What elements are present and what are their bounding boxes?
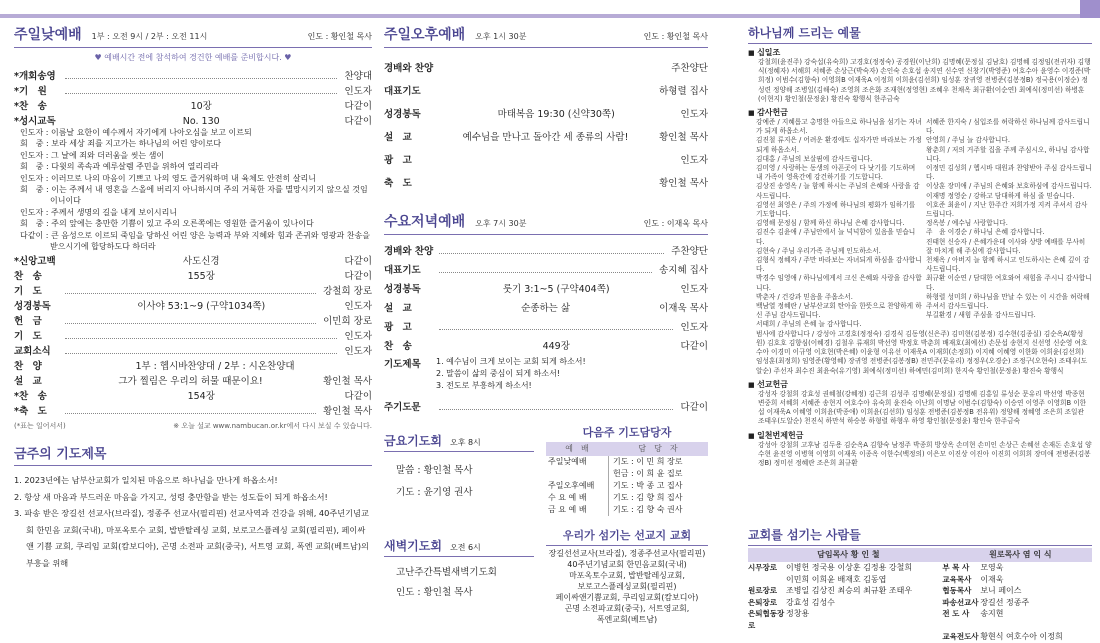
order-label: 성경봉독: [384, 109, 421, 120]
order-by: 송지혜 집사: [659, 265, 708, 276]
mission-line: 페이싸앤기쁨교회, 쿠리임교회(캄보디아): [555, 593, 699, 602]
order-label: 경배와 찬양: [384, 246, 434, 257]
afternoon-title: 주일오후예배: [384, 27, 466, 43]
order-row: [384, 51, 708, 74]
duty-row: [546, 480, 708, 492]
dot-leader: [439, 272, 652, 273]
reading-line: 회 중 : 주의 앞에는 충만한 기쁨이 있고 주의 오른쪽에는 영원한 즐거움이 있나이다: [20, 219, 314, 229]
mission-offering-names: 강성자 강철희 강효성 권혜철(강혜정) 김근희 김성주 김명혜(문정실) 김명해 김홍일 류성순 문유리 박선영 박종현 변중희 서혜희 서혜준 송현지 여호수아 유숙희 윤진숙 이난희 이명남 이범수(김향숙) 이승연 이영주 이영희B 이한섭 이재욱A 이혜영 이희윤(박종애) 이희윤(김선희) 임성훈 전병준(김봉정B 전유위) 정양해 정혜영 조은희 조일관 조태우(도알순) 천진식 하만석 하승봉 하형렬 하형우 하영 황인철(문정윤) 황인숙 한주금숙: [758, 389, 1087, 426]
thanks-entry: 백남열 정혜란 / 남부산교회 탄아올 한뜻으로 찬양하게 하신 주님 감사드립니다.: [756, 302, 922, 320]
wednesday-header: [384, 211, 708, 235]
dawn-line: 인도 : 황인철 목사: [396, 587, 473, 598]
thanks-entry: 김진수 김윤애 / 주님안에서 늘 넉넉함이 있음을 믿습니다.: [756, 228, 916, 246]
emeritus-pastor: 원로목사 염 익 식: [989, 550, 1052, 559]
wednesday-prayer-label: 기도제목: [384, 359, 421, 370]
reading-line: 인도자 : 이름날 요한이 예수께서 자기에게 나아오심을 보고 이르되: [20, 128, 252, 137]
order-label: 기 도: [14, 331, 42, 343]
order-content: 449장: [542, 341, 570, 352]
afternoon-time: 오후 1시 30분: [475, 32, 527, 41]
sunday-service-column: [14, 24, 372, 629]
friday-header: [384, 432, 534, 452]
mission-line: 폭엔교회(베트남): [596, 615, 658, 624]
order-by: 주찬양단: [671, 246, 708, 257]
order-row: [14, 67, 372, 82]
missions-list: [546, 548, 708, 625]
order-content: 그가 찔림은 우리의 허물 때문이요!: [118, 376, 263, 388]
order-label: 기 도: [14, 286, 42, 298]
order-by: 황인철 목사: [659, 178, 708, 189]
thanks-right: [926, 118, 1092, 330]
thanks-entry: 김상진 송영옥 / 늘 함께 하시는 주님의 은혜와 사랑을 감사드립니다.: [756, 182, 920, 200]
order-row: [14, 312, 372, 327]
wednesday-order: [384, 238, 708, 352]
thanks-entry: 서태희 / 주님의 은혜 늘 감사합니다.: [756, 320, 862, 329]
afternoon-order: [384, 51, 708, 189]
order-by: 다같이: [344, 391, 372, 403]
servant-names: 이병헌 정국용 이상훈 김정용 강철희: [786, 563, 913, 572]
dot-leader: [439, 253, 664, 254]
order-by: 이민희 장로: [323, 316, 372, 328]
order-row: [384, 314, 708, 333]
order-label: 대표기도: [384, 86, 421, 97]
servant-role: [748, 574, 786, 586]
servant-names: 강효성 김성수: [786, 597, 835, 607]
order-by: 찬양대: [344, 71, 372, 82]
offering-title: 하나님께 드리는 예물: [748, 24, 1092, 44]
duty-row: [546, 492, 708, 504]
servants-header: [748, 548, 1092, 562]
order-label: 찬 양: [14, 361, 42, 373]
thousand-offering-heading: ■ 일천번제헌금: [748, 430, 1092, 441]
order-row: [14, 267, 372, 282]
order-row: [384, 295, 708, 314]
order-by: 하형렬 집사: [659, 86, 708, 97]
order-content: 예수님을 만나고 돌아간 세 종류의 사람!: [462, 132, 629, 143]
top-banner: [0, 0, 1100, 18]
order-content: 마태복음 19:30 (신약30쪽): [497, 109, 615, 120]
thanks-entry: 최규환 이순연 / 담대한 여호와여 새힘을 주시니 감사합니다.: [926, 274, 1092, 292]
prayer-item: 2. 항상 새 마음과 부드러운 마음을 가지고, 성령 충만함을 받는 성도들이 되게 하옵소서!: [14, 491, 328, 502]
servant-names: 모영욱: [980, 563, 1004, 572]
servant-names: 조병일 김상진 최승의 최규환 조태우: [786, 586, 913, 595]
prayer-item: 1. 2023년에는 남부산교회가 일치된 마음으로 하나님을 만나게 하옵소서!: [14, 475, 278, 486]
thanks-entry: 부길환경 / 새힘 주심을 감사드립니다.: [926, 311, 1036, 320]
order-content: 154장: [187, 391, 215, 403]
order-by: 다같이: [344, 101, 372, 112]
order-by: 이재욱 목사: [659, 303, 708, 314]
sunday-footnote: [14, 421, 372, 431]
reading-line: 인도자 : 그 날에 죄와 더러움을 씻는 샘이: [20, 150, 165, 160]
order-label: 경배와 찬양: [384, 63, 434, 74]
dot-leader: [439, 409, 673, 410]
thanks-entry: 이호준 최윤이 / 지난 한주간 저희가정 지켜 주셔서 감사드립니다.: [926, 200, 1088, 219]
order-by: 인도자: [344, 331, 372, 343]
thanks-entry: 김현숙 / 주님 우리가족 주님께 인도하소서.: [756, 246, 881, 255]
duty-col-service: 예 배: [565, 444, 589, 453]
thanks-general: 범사에 감사합니다 / 강성아 고경호(정정숙) 김경식 김동영(신은주) 김미현(김봉정) 김수현(김종실) 김순옥A(황성원) 김호호 김향심(이혜경) 김철우 류재희 박선영 박정호 박춘희 배재호(최예선) 손문섭 송현지 신선영 신순영 여호수아 이경미 이규영 이호현(박은혜) 이윤형 이유선 이재욱A 이재희(손정희) 이지혜 이혜영 이한화 이희윤(김선희) 임성훈(최정희) 임영준(황영혜) 장귀영 전병준(김봉정B) 전민주(문유리) 정정우(오경순) 조정구(오현숙) 조태우(도알순) 주선자 최수진 최윤숙(유기영) 최예식(정미선) 하예민(김미희) 한지숙 황인철(문정윤) 황진숙 황행식: [756, 329, 1088, 375]
dawn-title: 새벽기도회: [384, 539, 442, 553]
dot-leader: [65, 353, 337, 354]
thanks-entry: 진태현 신승자 / 은혜가운데 이사와 상방 예배를 무사히 잘 마치게 해 주심에 감사합니다.: [926, 237, 1086, 255]
sunday-service-times: 1부 : 오전 9시 / 2부 : 오전 11시: [91, 32, 208, 41]
servants-table: [748, 548, 1092, 643]
order-by: 주찬양단: [671, 63, 708, 74]
thanks-entry: 천채옥 / 아버지 늘 함께 하시고 인도하시는 은혜 깊이 감사드립니다.: [926, 256, 1090, 274]
order-content: 룻기 3:1~5 (구약404쪽): [502, 284, 610, 295]
order-label: *축 도: [14, 406, 47, 418]
dot-leader: [65, 78, 337, 79]
order-label: *개회송영: [14, 71, 56, 82]
duty-person: 기도 : 김 향 숙 권사: [608, 504, 708, 516]
order-row: [384, 257, 708, 276]
wednesday-prayer-item: 2. 말씀이 삶의 중심이 되게 하소서!: [436, 369, 561, 378]
servant-row: [748, 631, 1092, 643]
order-row: [384, 120, 708, 143]
friday-prayer-box: [384, 432, 534, 504]
order-row: [14, 252, 372, 267]
order-row: [14, 327, 372, 342]
prayer-item: 3. 파송 받은 장길선 선교사(브라질), 정종주 선교사(필리핀) 선교사역과 건강을 위해, 40주년기념교회 한민음 교회(국내), 마포옥토수 교회, 밥반탈레싱 교회, 보로고스플레싱 교회(필리핀), 페이싸앤 기쁨 교회, 쿠리임 교회(캄보디아), 곤명 소전파 교회(중국), 서트영 교회, 폭엔 교회(베트남)의 부흥을 위해: [14, 508, 369, 568]
mission-line: 마포옥토수교회, 밥반탈레싱교회,: [569, 571, 685, 580]
duty-service: 주일낮예배: [548, 457, 587, 466]
duty-row: [546, 468, 708, 480]
order-by: 인도자: [680, 284, 708, 295]
thanks-entry: 김영선 최영은 / 주의 가정에 하나님의 평화가 임하기를 기도합니다.: [756, 200, 916, 219]
wednesday-title: 수요저녁예배: [384, 214, 466, 230]
servant-names: 장길선 정종주: [980, 597, 1030, 607]
order-by: 인도자: [344, 86, 372, 97]
mission-churches-box: [546, 527, 708, 625]
order-label: 설 교: [14, 376, 42, 388]
order-label: 찬 송: [14, 271, 42, 283]
order-by: 다같이: [344, 116, 372, 127]
stand-note: (*표는 일어서서): [14, 422, 66, 431]
sunday-service-leader: 인도 : 황인철 목사: [307, 32, 372, 41]
afternoon-header: [384, 24, 708, 48]
wednesday-prayer-item: 1. 예수님이 크게 보이는 교회 되게 하소서!: [436, 357, 586, 366]
thanks-entry: 주 윤 이경순 / 하나님 은혜 감사합니다.: [926, 228, 1045, 237]
order-label: 축 도: [384, 178, 412, 189]
order-label: *찬 송: [14, 391, 47, 403]
duty-rows: [546, 456, 708, 516]
order-label: *기 원: [14, 86, 47, 97]
friday-time: 오후 8시: [449, 438, 481, 447]
thanks-entry: 강예준 / 지혜롭고 총명한 아들으로 하나님을 섬기는 자녀가 되게 하옵소서.: [756, 118, 922, 136]
order-row: [14, 97, 372, 112]
order-label: 광 고: [384, 155, 412, 166]
prayer-topics-title: 금주의 기도제목: [14, 443, 372, 466]
order-row: [384, 166, 708, 189]
servant-names: 이재욱: [980, 574, 1004, 584]
servant-names: 정창용: [786, 609, 810, 618]
lords-prayer-label: 주기도문: [384, 402, 421, 413]
servants-rows: [748, 562, 1092, 643]
banner-strip: [0, 14, 1100, 18]
servant-role: 협동목사: [942, 586, 972, 595]
order-content: 이사야 53:1~9 (구약1034쪽): [137, 301, 266, 313]
afternoon-leader: 인도 : 황인철 목사: [643, 32, 708, 41]
sunday-order-part2: [14, 252, 372, 417]
tithe-names: 강철희(윤진주) 강숙섭(유숙희) 고경호(정정숙) 공경원(이난희) 김명혜(문정실 김남호) 김명혜 김정임(전귀자) 김행식(정혜자) 서해희 서혜준 손상근(박숙자) 손인숙 손호섭 송지연 신수연 신창기(박영준) 여호수아 윤영수 이경준(박희정) 이범수(김향숙) 이영희B 이재욱A 이정희 이희윤(김선희) 임성훈 장귀영 전병준(김봉정B) 정국용(이정순) 정성련 정양해 조병일(김해숙) 조영희 조은화 조재현(정영현) 조혜우 천채옥 최규환(이순연) 최예식(정미선) 하병훈(이현지) 황인철(문정윤) 황진숙 황행식 한주금숙: [758, 58, 1091, 103]
dot-leader: [65, 338, 337, 339]
order-row: [384, 74, 708, 97]
order-label: 설 교: [384, 303, 412, 314]
order-label: 교회소식: [14, 346, 51, 358]
sunday-service-header: [14, 24, 372, 48]
order-label: 헌 금: [14, 316, 42, 328]
lords-prayer-row: [384, 398, 708, 413]
duty-service: 금 요 예 배: [548, 505, 587, 514]
other-services-column: [384, 24, 708, 629]
servant-names: 송지현: [980, 609, 1004, 618]
thanks-entry: 왕춘희 / 저의 거주할 집을 주께 주심시오, 하나님 감사합니다.: [926, 145, 1090, 163]
order-row: [14, 387, 372, 402]
order-row: [384, 143, 708, 166]
banner-tab: [1080, 0, 1100, 18]
thanks-entry: 이재명 정영순 / 강하고 담대하게 하심 줄 믿습니다.: [926, 191, 1075, 200]
duty-person: 기도 : 박 종 고 집사: [608, 480, 708, 492]
mission-line: 보로고스플레싱교회(필리핀): [577, 582, 677, 591]
reading-line: 회 중 : 보라 세상 죄를 지고가는 하나님의 어린 양이로다: [20, 139, 222, 149]
duty-person: 기도 : 이 민 희 장로: [608, 456, 708, 468]
order-by: 황인철 목사: [323, 406, 372, 418]
servants-title: 교회를 섬기는 사람들: [748, 526, 1092, 546]
thanks-entry: 김형식 정혜자 / 주만 바라보는 자녀되게 하심을 감사합니다.: [756, 256, 922, 274]
order-by: 인도자: [344, 346, 372, 358]
thanks-left: [756, 118, 922, 330]
reading-line: 다같이 : 큰 음성으로 이르되 죽임을 당하신 어린 양은 능력과 부와 지혜와 힘과 존귀와 영광과 찬송을 받으시기에 합당하도다 하더라: [20, 230, 370, 252]
order-label: 대표기도: [384, 265, 421, 276]
sunday-note: ♥ 예배시간 전에 참석하여 경건한 예배를 준비합시다. ♥: [94, 53, 292, 62]
thanks-entry: 안영희 / 주님 늘 감사합니다.: [926, 136, 1010, 145]
order-by: 다같이: [344, 271, 372, 283]
servants-box: [748, 526, 1092, 643]
dawn-time: 오전 6시: [449, 543, 481, 552]
friday-title: 금요기도회: [384, 434, 442, 448]
servant-role: 전 도 사: [942, 609, 970, 618]
order-row: [14, 372, 372, 387]
order-content: 사도신경: [182, 256, 220, 268]
thanks-entry: 김대홍 / 주님의 보살핌에 감사드립니다.: [756, 154, 873, 163]
order-row: [384, 238, 708, 257]
servant-role: 원로장로: [748, 586, 777, 595]
duty-service: 주일오후예배: [548, 481, 595, 490]
thanks-entry: 김진철 류지은 / 어려운 환경에도 십자가만 바라보는 가정되게 하옵소서.: [756, 136, 922, 154]
order-label: 성경봉독: [384, 284, 421, 295]
order-content: 1부 : 헵시바찬양대 / 2부 : 시온찬양대: [135, 361, 295, 373]
dawn-line: 고난주간특별새벽기도회: [396, 567, 497, 578]
thanks-entry: 박춘자 / 건강과 믿음을 주옵소서.: [756, 292, 853, 301]
next-week-duty-box: [546, 424, 708, 516]
reading-line: 인도자 : 이러므로 나의 마음이 기쁘고 나의 영도 즐거워하며 내 육체도 안전히 살리니: [20, 173, 316, 183]
thanks-entry: 정옥봉 / 예수님 사랑합니다.: [926, 219, 1008, 228]
missions-title: 우리가 섬기는 선교지 교회: [546, 527, 708, 546]
servant-row: [748, 562, 1092, 574]
servant-role: [748, 631, 786, 643]
reading-line: 회 중 : 이는 주께서 내 영혼을 스올에 버리지 아니하시며 주의 거룩한 자를 멸망시키지 않으실 것임이니이다: [20, 185, 368, 206]
duty-table-header: [546, 442, 708, 456]
duty-service: 수 요 예 배: [548, 493, 587, 502]
servant-row: [748, 608, 1092, 631]
duty-row: [546, 456, 708, 468]
order-content: No. 130: [182, 116, 220, 127]
servant-row: [748, 597, 1092, 609]
wednesday-prayer: [384, 356, 708, 392]
dawn-prayer-box: [384, 537, 534, 603]
order-by: 인도자: [680, 109, 708, 120]
order-by: 강철희 장로: [323, 286, 372, 298]
servant-row: [748, 585, 1092, 597]
thousand-offering-names: 강성아 강철희 고후남 김두용 김순옥A 김향숙 남정주 박종희 방상옥 손미현 손미인 손상근 손혜선 손재돈 손호섭 양수현 윤진영 이병혁 이영희 이재욱 이종옥 이한수(백정의) 이은모 이진상 이진아 이진희 이희희 장미애 전병준(김봉정B) 정미선 정혜란 조은희 최규환: [758, 440, 1092, 467]
thanks-entry: 서혜준 한지숙 / 심입조를 허락하신 하나님께 감사드립니다.: [926, 118, 1090, 136]
order-row: [14, 342, 372, 357]
wednesday-prayer-items: [436, 356, 586, 392]
servant-names: [786, 631, 942, 643]
order-label: 찬 송: [384, 341, 412, 352]
reading-line: 인도자 : 주께서 생명의 길을 내게 보이시리니: [20, 207, 178, 217]
order-label: 설 교: [384, 132, 412, 143]
dot-leader: [65, 293, 316, 294]
order-by: 황인철 목사: [323, 376, 372, 388]
duty-person: 기도 : 김 향 희 집사: [608, 492, 708, 504]
sermon-web-note: ※ 오늘 설교 www.nambucan.or.kr에서 다시 보실 수 있습니다.: [173, 422, 372, 431]
order-row: [384, 276, 708, 295]
dot-leader: [65, 93, 337, 94]
lords-prayer-by: 다같이: [680, 402, 708, 413]
order-row: [14, 402, 372, 417]
order-by: 황인철 목사: [659, 132, 708, 143]
servant-names: 이민희 이희윤 배재호 김동엽: [786, 574, 887, 584]
order-row: [384, 97, 708, 120]
servant-role: 부 목 사: [942, 563, 970, 572]
dawn-header: [384, 537, 534, 557]
servant-role: 파송선교사: [942, 597, 979, 607]
thanks-entry: 하형렬 성미희 / 하나님을 만날 수 있는 이 시간을 허락해 주셔서 감사드립니다.: [926, 292, 1090, 311]
duty-person: 헌금 : 이 희 윤 집로: [608, 468, 708, 480]
friday-lines: [384, 452, 534, 504]
prayer-topics-list: [14, 472, 372, 571]
offering-column: [748, 24, 1092, 641]
servant-names: 보니 페이스: [980, 586, 1022, 595]
mission-line: 장길선선교사(브라질), 정종주선교사(필리핀): [548, 549, 706, 558]
order-label: *찬 송: [14, 101, 47, 112]
next-week-title: 다음주 기도담당자: [582, 426, 672, 439]
order-row: [384, 333, 708, 352]
responsive-reading: [14, 127, 372, 252]
order-row: [14, 112, 372, 127]
friday-line: 말씀 : 황인철 목사: [396, 465, 473, 476]
order-by: 인도자: [344, 301, 372, 313]
order-label: *성시교독: [14, 116, 56, 127]
duty-service: [546, 468, 608, 480]
order-by: 인도자: [680, 322, 708, 333]
servant-names: 황현식 여호수아 이정희: [980, 632, 1063, 641]
order-by: 다같이: [344, 256, 372, 268]
wednesday-prayer-item: 3. 전도로 부흥하게 하소서!: [436, 381, 532, 390]
servant-row: [748, 574, 1092, 586]
servant-role: 교육목사: [942, 574, 972, 584]
servant-role: 시무장로: [748, 563, 777, 572]
dot-leader: [65, 323, 316, 324]
order-label: *신앙고백: [14, 256, 56, 268]
order-by: 인도자: [680, 155, 708, 166]
dot-leader: [65, 413, 316, 414]
thanks-grid: [748, 118, 1092, 330]
order-row: [14, 357, 372, 372]
order-label: 광 고: [384, 322, 412, 333]
mission-line: 40주년기념교회 한민음교회(국내): [567, 560, 687, 569]
dawn-lines: [384, 557, 534, 603]
wednesday-time: 오후 7시 30분: [475, 219, 527, 228]
wednesday-leader: 인도 : 이재욱 목사: [643, 219, 708, 228]
mission-offering-heading: ■ 선교헌금: [748, 379, 1092, 390]
friday-line: 기도 : 윤기영 권사: [396, 487, 473, 498]
mission-line: 곤명 소전파교회(중국), 서트영교회,: [564, 604, 690, 613]
sunday-service-title: 주일낮예배: [14, 27, 82, 43]
duty-col-person: 담 당 자: [638, 444, 678, 453]
sunday-order-part1: [14, 67, 372, 127]
duty-row: [546, 504, 708, 516]
thanks-entry: 이정민 김성희 / 헵시바 대원과 찬양받아 주심 감사드립니다.: [926, 164, 1092, 182]
dot-leader: [439, 329, 673, 330]
order-content: 순종하는 삶: [521, 303, 570, 314]
servant-role: 은퇴장로: [748, 597, 777, 607]
reading-line: 회 중 : 다윗의 족속과 예루살렘 주민을 위하여 열리리라: [20, 162, 219, 172]
tithe-heading: ■ 십일조: [748, 47, 1092, 58]
senior-pastor: 담임목사 황 인 철: [817, 550, 880, 559]
thanks-heading: ■ 감사헌금: [748, 107, 1092, 118]
thanks-entry: 김영해 문정심 / 함께 하신 하나님 은혜 감사합니다.: [756, 219, 905, 228]
thanks-entry: 박경수 임영애 / 하나님에게서 크신 은혜와 사랑을 감사합니다.: [756, 274, 922, 292]
order-by: 다같이: [680, 341, 708, 352]
order-label: 성경봉독: [14, 301, 51, 313]
servant-role: 교육전도사: [942, 632, 979, 641]
order-content: 10장: [190, 101, 212, 112]
thanks-entry: 김미영 / 사랑하는 동생의 아픈곳이 다 낫기를 기도하며 내 가족이 영육간에 강건하기를 기도합니다.: [756, 164, 916, 182]
thanks-entry: 이상훈 장미애 / 주님의 은혜와 보호하심에 감사드립니다.: [926, 182, 1092, 191]
order-row: [14, 282, 372, 297]
servant-role: 은퇴협동장로: [748, 609, 785, 630]
order-row: [14, 297, 372, 312]
order-row: [14, 82, 372, 97]
duty-table: [546, 442, 708, 516]
order-content: 155장: [187, 271, 215, 283]
